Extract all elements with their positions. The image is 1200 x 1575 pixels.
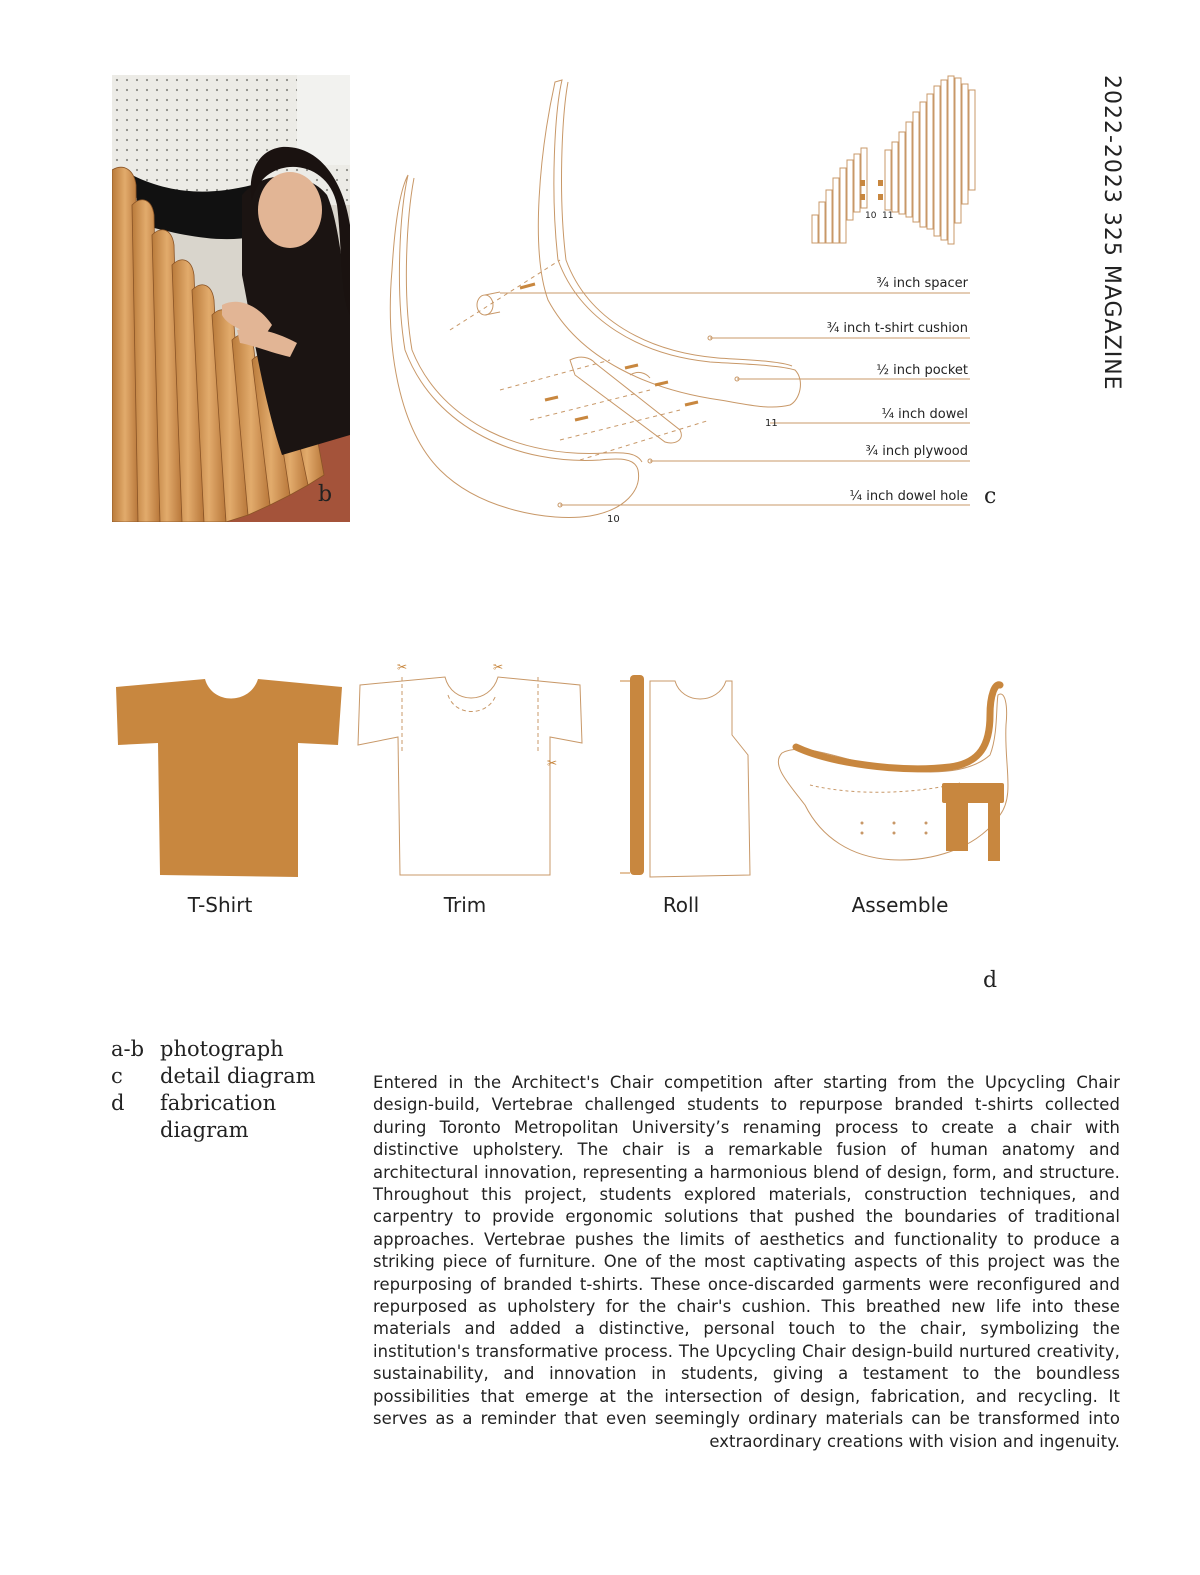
photograph-student-chair [112, 75, 350, 522]
fabrication-diagram [110, 655, 1030, 895]
step-label-roll: Roll [662, 893, 700, 917]
vertebra-number-11: 11 [882, 211, 894, 221]
part-number-10: 10 [607, 514, 620, 525]
figure-letter-c: c [984, 484, 997, 509]
running-title: 2022-2023 325 MAGAZINE [1099, 75, 1124, 391]
chair-side-outline [778, 694, 1008, 860]
legend-row: c detail diagram [111, 1064, 316, 1088]
label-tshirt-cushion: ¾ inch t-shirt cushion [826, 321, 968, 336]
step-label-trim: Trim [443, 893, 487, 917]
figure-letter-b: b [318, 482, 333, 507]
step-label-tshirt: T-Shirt [187, 893, 253, 917]
label-plywood: ¾ inch plywood [865, 444, 968, 459]
roll-bar [630, 675, 644, 875]
article-body-text: Entered in the Architect's Chair competition after starting from the Upcycling Chair design-build, Vertebrae challenged students to repurpose branded t-shirts collected during Toronto Metropolitan University’s renaming process to create a chair with distinctive upholstery. The chair is a remarkable fusion of human anatomy and architectural innovation, representing a harmonious blend of design, form, and structure. Throughout this project, students explored materials, construction techniques, and carpentry to provide ergonomic solutions that pushed the boundaries of traditional approaches. Vertebrae pushes the limits of aesthetics and functionality to produce a striking piece of furniture. One of the most captivating aspects of this project was the repurposing of branded t-shirts. These once-discarded garments were reconfigured and repurposed as upholstery for the chair's cushion. This breathed new life into these materials and added a distinctive, personal touch to the chair, symbolizing the institution's transformative process. The Upcycling Chair design-build nurtured creativity, sustainability, and innovation in students, giving a testament to the boundless possibilities that emerge at the intersection of design, fabrication, and recycling. It serves as a reminder that even seemingly ordinary materials can be transformed into extraordinary creations with vision and ingenuity. [373, 1073, 1120, 1451]
tshirt-trim-outline [358, 677, 582, 875]
part-number-11: 11 [765, 418, 778, 429]
figure-letter-d: d [983, 968, 998, 993]
label-dowel-hole: ¼ inch dowel hole [849, 489, 968, 504]
legend-row: diagram [160, 1118, 249, 1142]
scissors-icon-right: ✂ [493, 660, 504, 674]
label-spacer: ¾ inch spacer [876, 276, 968, 291]
legend-row: d fabrication [111, 1091, 277, 1115]
legend-row: a-b photograph [111, 1037, 284, 1061]
cushion-roll [796, 685, 1000, 769]
vertebra-number-10: 10 [865, 211, 877, 221]
label-pocket: ½ inch pocket [876, 363, 968, 378]
scissors-icon-side: ✂ [547, 756, 558, 770]
step-label-assemble: Assemble [851, 893, 949, 917]
tshirt-roll-outline [650, 681, 750, 877]
figure-legend [111, 1036, 351, 1144]
tshirt-solid-icon [116, 679, 342, 877]
staple-gun-icon [942, 783, 1004, 861]
scissors-icon-left: ✂ [397, 660, 408, 674]
detail-diagram-exploded-chair [380, 70, 1020, 530]
label-dowel: ¼ inch dowel [881, 407, 968, 422]
